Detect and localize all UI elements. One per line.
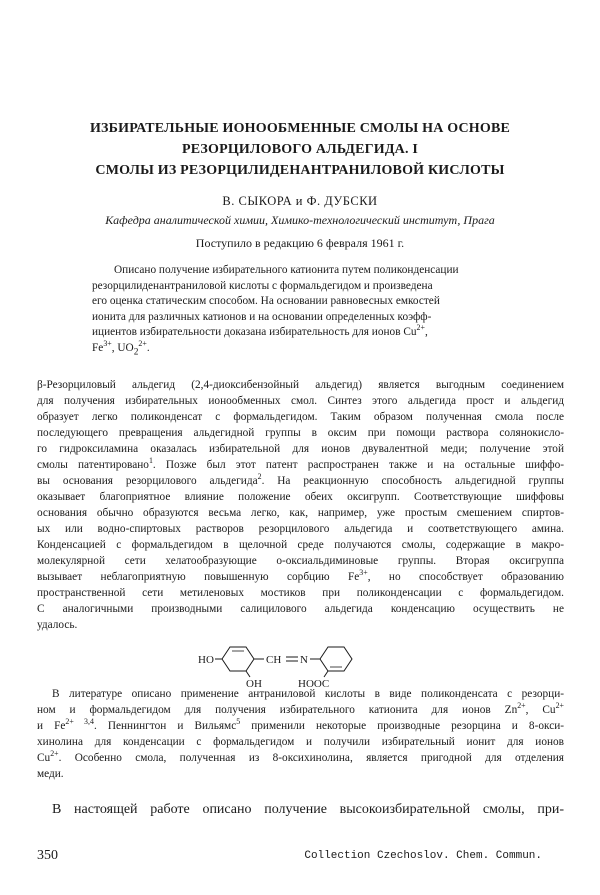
paragraph-present-work — [37, 800, 564, 820]
body-line — [37, 702, 564, 718]
body-line — [37, 750, 564, 766]
abstract-text: ициентов избирательности доказана избирательность для ионов Cu — [92, 326, 417, 339]
reference-number: 5 — [236, 717, 241, 727]
abstract-line — [92, 325, 502, 341]
title-line-2: РЕЗОРЦИЛОВОГО АЛЬДЕГИДА. I — [181, 142, 419, 157]
body-text: вызывает неблагоприятную повышенную сорбцию Fe — [37, 571, 360, 583]
body-line — [37, 718, 564, 734]
page-number: 350 — [37, 848, 58, 863]
body-text: . Особенно смола, полученная из 8-оксихинолина, является пригодной для отделения — [58, 752, 564, 764]
body-line: β-Резорциловый альдегид (2,4-диоксибензойный альдегид) является выгодным соединением — [37, 379, 564, 391]
abstract-text: , UO — [111, 341, 134, 354]
abstract — [92, 263, 502, 361]
body-text: . На реакционную способность альдегидной группы — [261, 475, 564, 487]
paragraph-literature — [37, 686, 564, 782]
paper-title — [40, 118, 560, 181]
formula-label-ch: CH — [266, 654, 282, 666]
superscript: 2+ — [517, 701, 526, 711]
body-line: удалось. — [37, 619, 78, 631]
reference-number: 2 — [257, 472, 262, 482]
body-line: образует легко поликонденсат с формальдегидом. Таким образом полученная смола после — [37, 411, 564, 423]
body-line: В литературе описано применение антраниловой кислоты в виде поликонденсата с резорци- — [52, 688, 564, 700]
body-text: смолы патентировано — [37, 459, 149, 471]
body-line: С аналогичными производными салицилового альдегида конденсацию осуществить не — [37, 603, 564, 615]
body-line: молекулярной сети хелатообразующие о-оксиальдиминовые группы. Вторая оксигруппа — [37, 555, 564, 567]
benzene-ring-right — [320, 647, 352, 671]
body-line: ых или водно-спиртовых растворов резорцилового альдегида и соответствующего амина. — [37, 523, 564, 535]
superscript: 3+ — [359, 568, 368, 578]
abstract-line: его оценка статическим способом. На основании равновесных емкостей — [92, 295, 440, 308]
superscript: 2+ — [50, 749, 59, 759]
affiliation: Кафедра аналитической химии, Химико-технологический институт, Прага — [105, 213, 495, 227]
superscript: 2+ — [138, 339, 147, 349]
body-line — [37, 457, 564, 473]
abstract-line — [92, 341, 502, 361]
body-line: го гидроксиламина оказалась избирательной для ионов двувалентной меди; получение этой — [37, 443, 564, 455]
body-line: пространственной сети метиленовых мостиков при поликонденсации с формальдегидом. — [37, 587, 564, 599]
superscript: 2+ 3,4 — [65, 717, 94, 727]
superscript: 2+ — [555, 701, 564, 711]
title-line-1: ИЗБИРАТЕЛЬНЫЕ ИОНООБМЕННЫЕ СМОЛЫ НА ОСНОВЕ — [89, 121, 511, 136]
bond-line — [324, 671, 328, 677]
authors: В. СЫКОРА и Ф. ДУБСКИ — [222, 194, 378, 208]
benzene-ring-left — [222, 647, 254, 671]
reference-number: 1 — [148, 456, 153, 466]
body-line: меди. — [37, 768, 64, 780]
paragraph-intro — [37, 377, 564, 633]
received-date: Поступило в редакцию 6 февраля 1961 г. — [195, 236, 405, 250]
body-text: Cu — [37, 752, 51, 764]
superscript: 3+ — [103, 339, 112, 349]
body-line: оказывает благоприятное влияние положение обеих оксигрупп. Соответствующие шиффовы — [37, 491, 564, 503]
abstract-line: Описано получение избирательного катионита путем поликонденсации — [114, 264, 459, 276]
journal-name: Collection Czechoslov. Chem. Commun. — [304, 850, 542, 862]
abstract-text: . — [146, 341, 150, 354]
chemical-structure — [198, 641, 398, 689]
superscript: 2+ — [416, 323, 425, 333]
body-line — [37, 473, 564, 489]
body-text: . Позже был этот патент распространен также и на остальные шиффо- — [152, 459, 564, 471]
bond-line — [246, 671, 250, 677]
body-text: , Cu — [525, 704, 556, 716]
body-line — [37, 569, 564, 585]
body-text: , но способствует образованию — [367, 571, 564, 583]
formula-label-oh: OH — [246, 678, 262, 689]
formula-label-hooc: HOOC — [298, 678, 330, 689]
body-text: применили некоторые производные резорцина и 8-окси- — [240, 720, 565, 732]
body-text: вы основания резорцилового альдегида — [37, 475, 258, 487]
formula-label-n: N — [300, 654, 308, 666]
body-line: последующего превращения альдегидной группы в оксим при помощи раствора солянокисло- — [37, 427, 564, 439]
body-line: хинолина для конденсации с формальдегидом и получили избирательный ионит для ионов — [37, 736, 564, 748]
body-line: для получения избирательных ионообменных смол. Синтез этого альдегида прост и альдегид — [37, 395, 564, 407]
page-footer — [0, 848, 600, 868]
subscript: 2 — [133, 347, 139, 358]
body-line: В настоящей работе описано получение высокоизбирательной смолы, при- — [52, 802, 564, 817]
body-line: Конденсацией с формальдегидом в щелочной среде получаются смолы, содержащие в макро- — [37, 539, 564, 551]
body-text: . Пеннингтон и Вильямс — [93, 720, 237, 732]
body-text: ном и формальдегидом для получения избирательного катионита для ионов Zn — [37, 704, 518, 716]
abstract-line: резорцилиденантраниловой кислоты с формальдегидом и произведена — [92, 279, 433, 292]
title-line-3: СМОЛЫ ИЗ РЕЗОРЦИЛИДЕНАНТРАНИЛОВОЙ КИСЛОТЫ — [95, 163, 505, 178]
body-text: и Fe — [37, 720, 66, 732]
abstract-line: ионита для различных катионов и на основании определенных коэфф- — [92, 310, 432, 323]
formula-label-ho: HO — [198, 654, 214, 666]
abstract-text: Fe — [92, 341, 104, 354]
body-line: основания обычно образуются весьма легко, как, например, уже простым смешением спиртов- — [37, 507, 564, 519]
abstract-text: , — [424, 326, 428, 339]
